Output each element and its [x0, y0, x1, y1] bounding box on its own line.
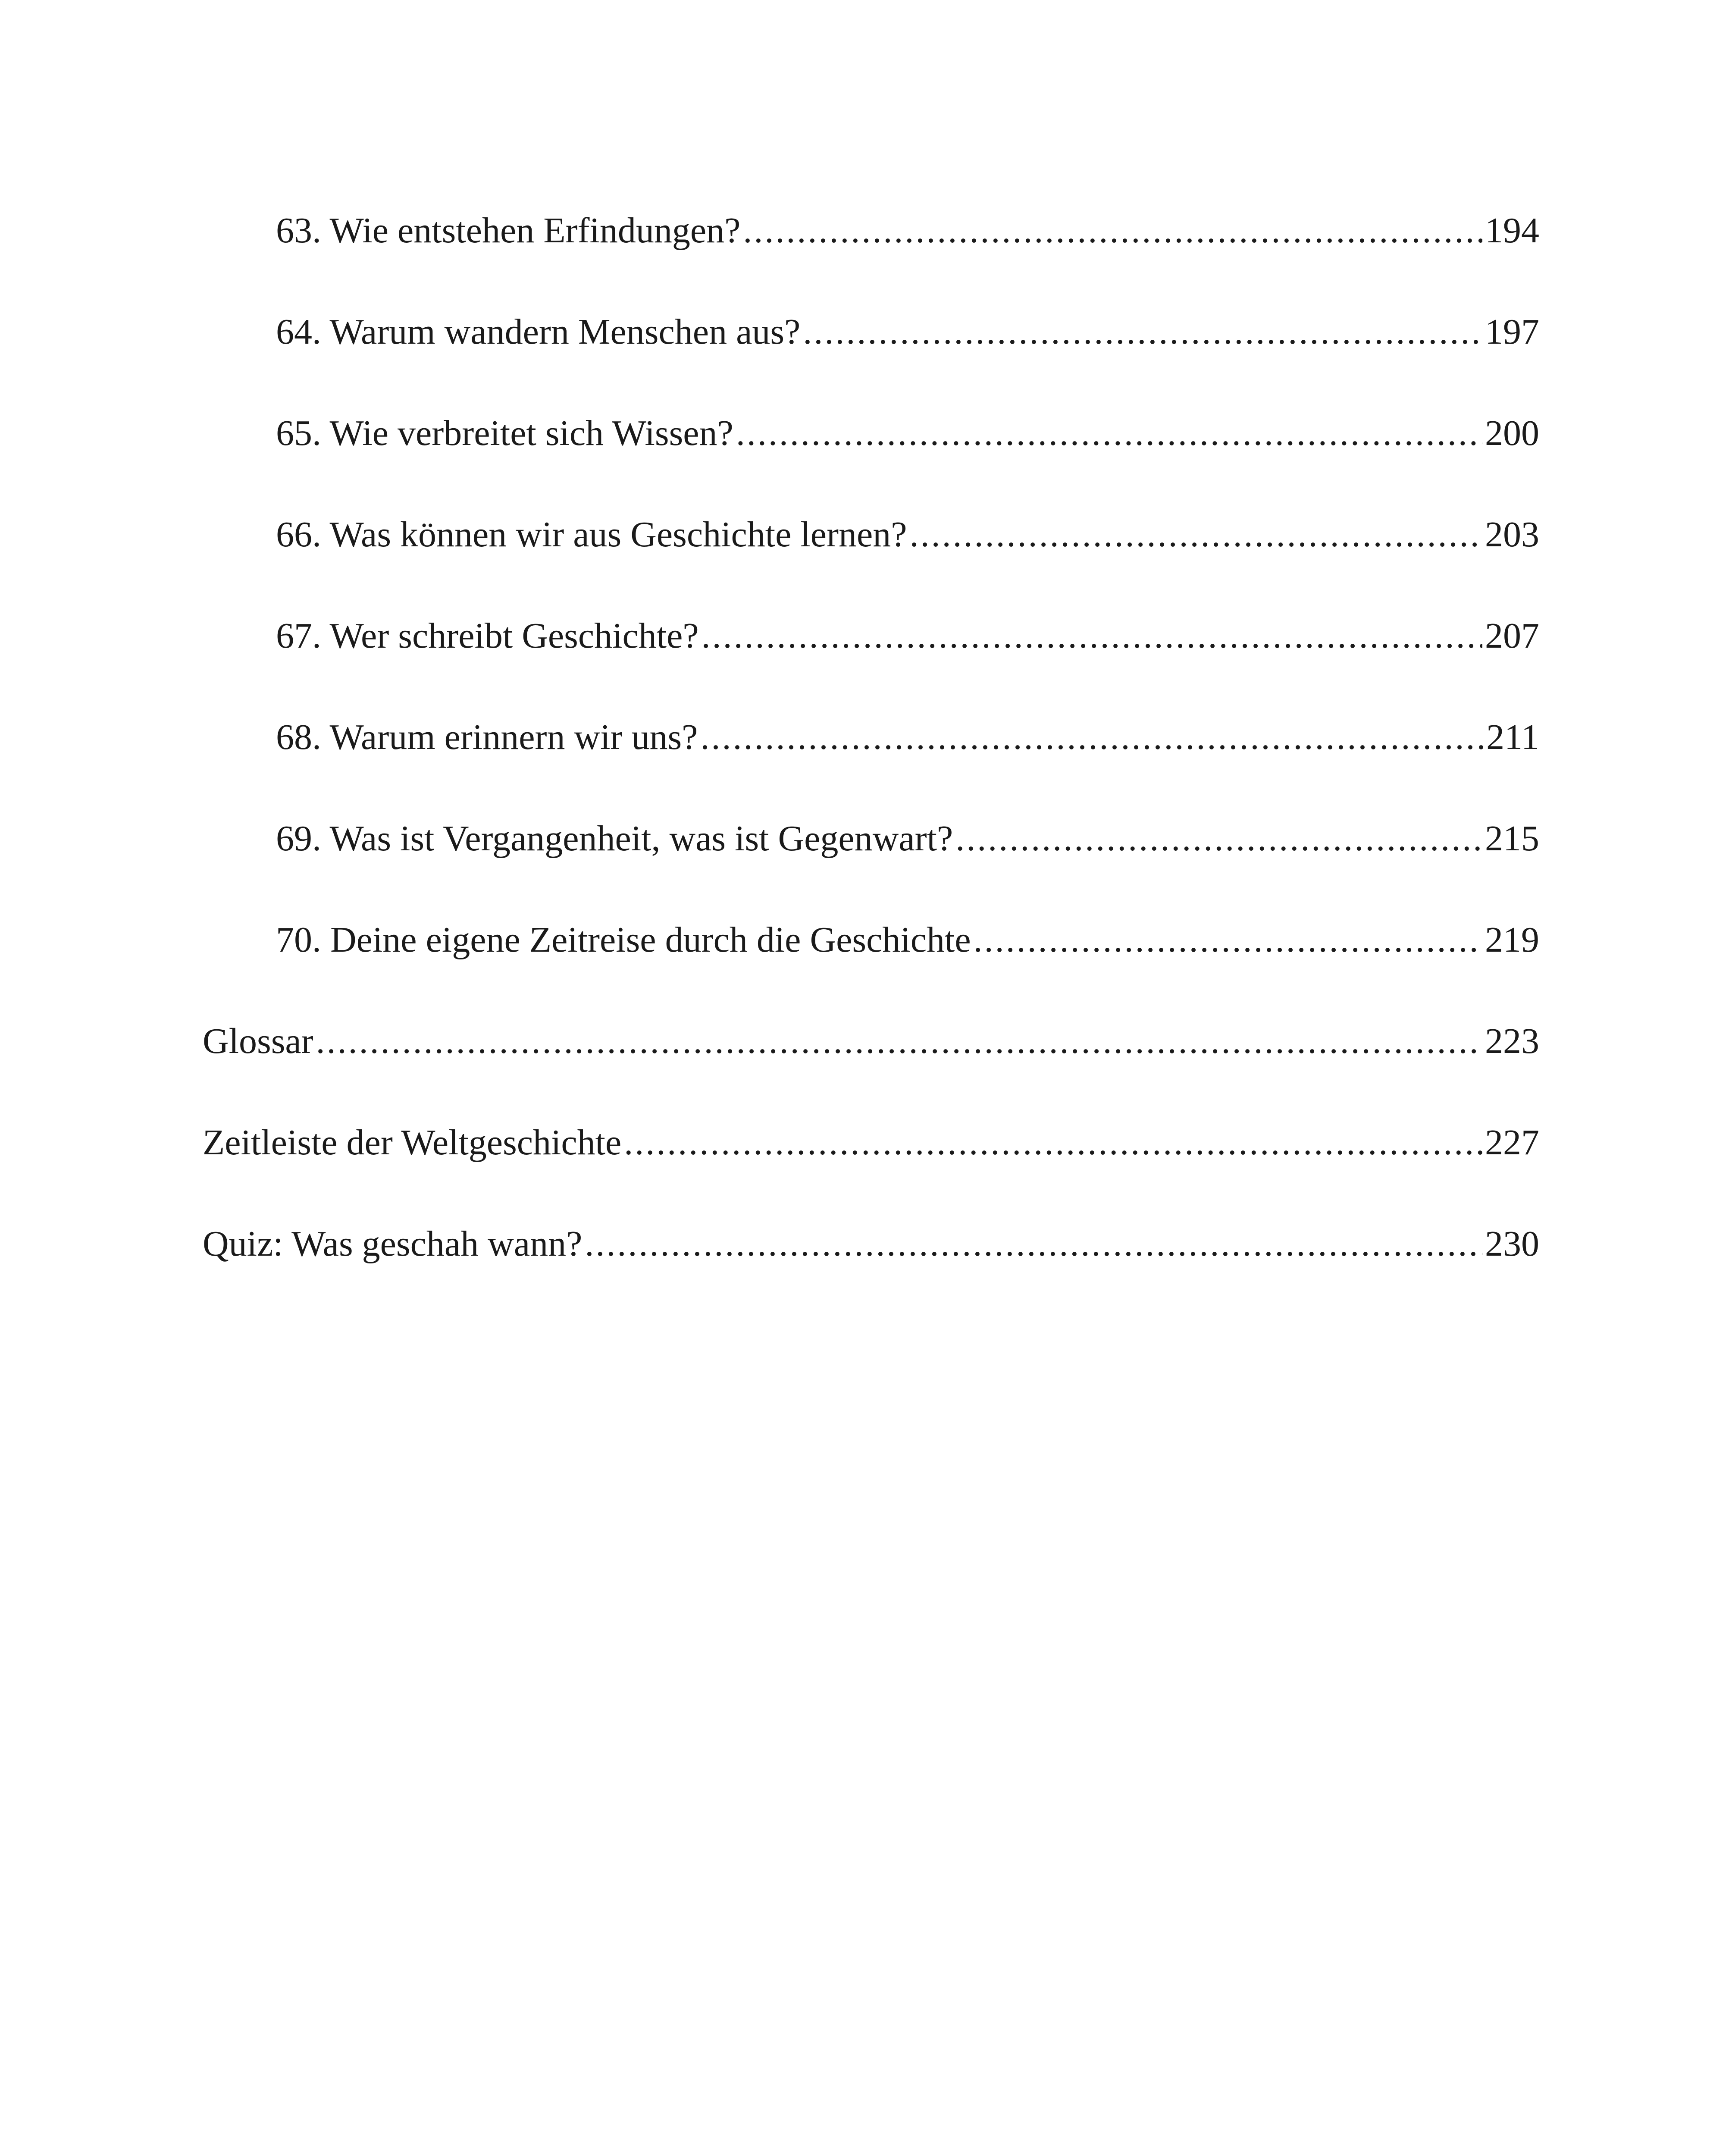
toc-entry-title: 69. Was ist Vergangenheit, was ist Gegenwart? — [276, 818, 953, 859]
toc-entry-title: Zeitleiste der Weltgeschichte — [203, 1122, 622, 1163]
toc-entry-66[interactable] — [276, 511, 1539, 558]
toc-page-number: 197 — [1485, 312, 1539, 352]
toc-dot-leader — [955, 815, 1482, 862]
toc-dot-leader — [803, 308, 1482, 356]
toc-page-number: 223 — [1485, 1021, 1539, 1061]
toc-page-number: 230 — [1485, 1224, 1539, 1264]
toc-page-number: 200 — [1485, 413, 1539, 453]
toc-dot-leader — [316, 1018, 1482, 1065]
toc-entry-title: 68. Warum erinnern wir uns? — [276, 717, 698, 757]
toc-entry-title: 65. Wie verbreitet sich Wissen? — [276, 413, 733, 453]
toc-entry-title: Quiz: Was geschah wann? — [203, 1224, 583, 1264]
toc-dot-leader — [974, 916, 1482, 964]
toc-dot-leader — [585, 1220, 1482, 1268]
toc-entry-title: 63. Wie entstehen Erfindungen? — [276, 210, 741, 251]
toc-entry-63[interactable] — [276, 207, 1539, 254]
toc-dot-leader — [743, 207, 1482, 254]
toc-page-number: 215 — [1485, 818, 1539, 859]
toc-entry-65[interactable] — [276, 410, 1539, 457]
toc-entry-67[interactable] — [276, 612, 1539, 660]
toc-entry-title: 66. Was können wir aus Geschichte lernen? — [276, 514, 907, 555]
toc-page-number: 219 — [1485, 920, 1539, 960]
toc-dot-leader — [736, 410, 1482, 457]
toc-dot-leader — [624, 1119, 1482, 1166]
toc-entry-64[interactable] — [276, 308, 1539, 356]
toc-entry-title: 64. Warum wandern Menschen aus? — [276, 312, 801, 352]
toc-entry-glossar[interactable] — [203, 1018, 1539, 1065]
toc-page-number: 211 — [1486, 717, 1539, 757]
toc-dot-leader — [700, 714, 1484, 761]
toc-page-number: 227 — [1485, 1122, 1539, 1163]
toc-dot-leader — [702, 612, 1482, 660]
toc-page-number: 194 — [1485, 210, 1539, 251]
toc-page-number: 207 — [1485, 616, 1539, 656]
toc-entry-title: Glossar — [203, 1021, 313, 1061]
toc-entry-title: 67. Wer schreibt Geschichte? — [276, 616, 699, 656]
toc-dot-leader — [910, 511, 1482, 558]
toc-entry-69[interactable] — [276, 815, 1539, 862]
toc-page-number: 203 — [1485, 514, 1539, 555]
toc-entry-title: 70. Deine eigene Zeitreise durch die Geschichte — [276, 920, 971, 960]
toc-entry-68[interactable] — [276, 714, 1539, 761]
toc-entry-70[interactable] — [276, 916, 1539, 964]
toc-entry-zeitleiste[interactable] — [203, 1119, 1539, 1166]
toc-entry-quiz[interactable] — [203, 1220, 1539, 1268]
